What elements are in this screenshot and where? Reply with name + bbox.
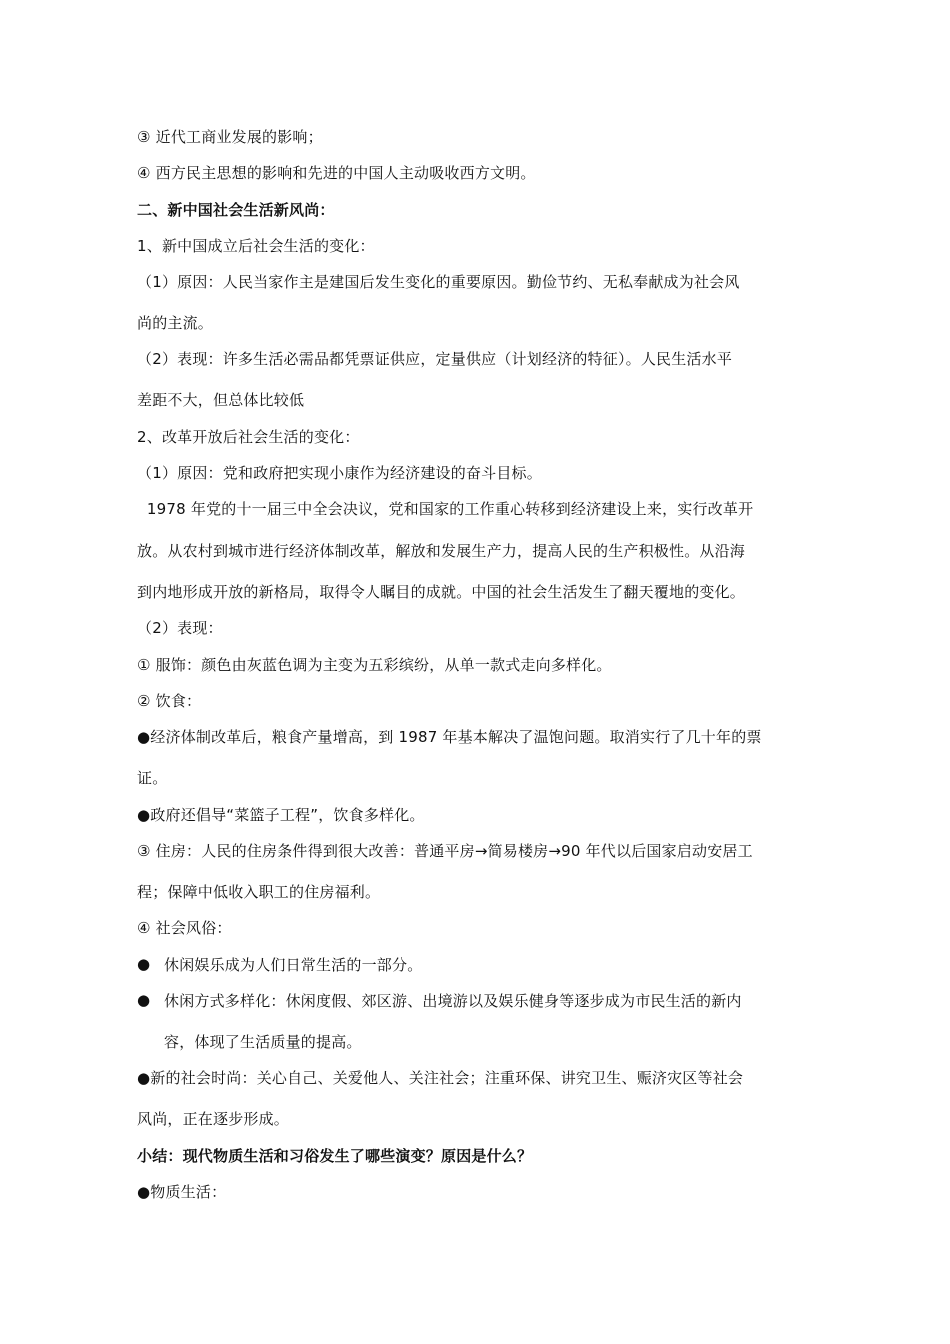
bullet-line: ●政府还倡导“菜篮子工程”，饮食多样化。 — [137, 806, 425, 824]
bullet-line: 休闲娱乐成为人们日常生活的一部分。 — [164, 956, 423, 974]
text-line: ① 服饰：颜色由灰蓝色调为主变为五彩缤纷，从单一款式走向多样化。 — [137, 656, 612, 674]
text-line: 证。 — [137, 769, 168, 787]
text-line: 尚的主流。 — [137, 314, 214, 332]
bullet-line: ●经济体制改革后，粮食产量增高，到 1987 年基本解决了温饱问题。取消实行了几十年的票 — [137, 728, 762, 746]
bullet-line: ●新的社会时尚：关心自己、关爱他人、关注社会；注重环保、讲究卫生、赈济灾区等社会 — [137, 1069, 744, 1087]
text-line: ② 饮食： — [137, 692, 202, 710]
summary-heading: 小结：现代物质生活和习俗发生了哪些演变？原因是什么？ — [137, 1147, 533, 1165]
text-line: 差距不大，但总体比较低 — [137, 391, 305, 409]
text-line: 1978 年党的十一届三中全会决议，党和国家的工作重心转移到经济建设上来，实行改革开 — [137, 500, 754, 518]
section-heading: 二、新中国社会生活新风尚： — [137, 201, 335, 219]
text-line: ④ 西方民主思想的影响和先进的中国人主动吸收西方文明。 — [137, 164, 536, 182]
bullet-line: 休闲方式多样化：休闲度假、郊区游、出境游以及娱乐健身等逐步成为市民生活的新内 — [164, 992, 742, 1010]
text-line: （2）表现：许多生活必需品都凭票证供应，定量供应（计划经济的特征）。人民生活水平 — [137, 350, 733, 368]
bullet-icon: ● — [137, 955, 151, 973]
text-line: ④ 社会风俗： — [137, 919, 232, 937]
text-line: ③ 近代工商业发展的影响； — [137, 128, 323, 146]
text-line: 到内地形成开放的新格局，取得令人瞩目的成就。中国的社会生活发生了翻天覆地的变化。 — [137, 583, 746, 601]
text-line: 程；保障中低收入职工的住房福利。 — [137, 883, 381, 901]
text-line: （2）表现： — [137, 619, 223, 637]
bullet-line: ●物质生活： — [137, 1183, 227, 1201]
bullet-icon: ● — [137, 991, 151, 1009]
text-line: ③ 住房：人民的住房条件得到很大改善：普通平房→简易楼房→90 年代以后国家启动安居工 — [137, 842, 753, 860]
subheading: 1、新中国成立后社会生活的变化： — [137, 237, 375, 255]
subheading: 2、改革开放后社会生活的变化： — [137, 428, 360, 446]
text-line: 风尚，正在逐步形成。 — [137, 1110, 290, 1128]
text-line: 放。从农村到城市进行经济体制改革，解放和发展生产力，提高人民的生产积极性。从沿海 — [137, 542, 746, 560]
text-line: （1）原因：人民当家作主是建国后发生变化的重要原因。勤俭节约、无私奉献成为社会风 — [137, 273, 740, 291]
text-line: 容，体现了生活质量的提高。 — [164, 1033, 362, 1051]
text-line: （1）原因：党和政府把实现小康作为经济建设的奋斗目标。 — [137, 464, 542, 482]
